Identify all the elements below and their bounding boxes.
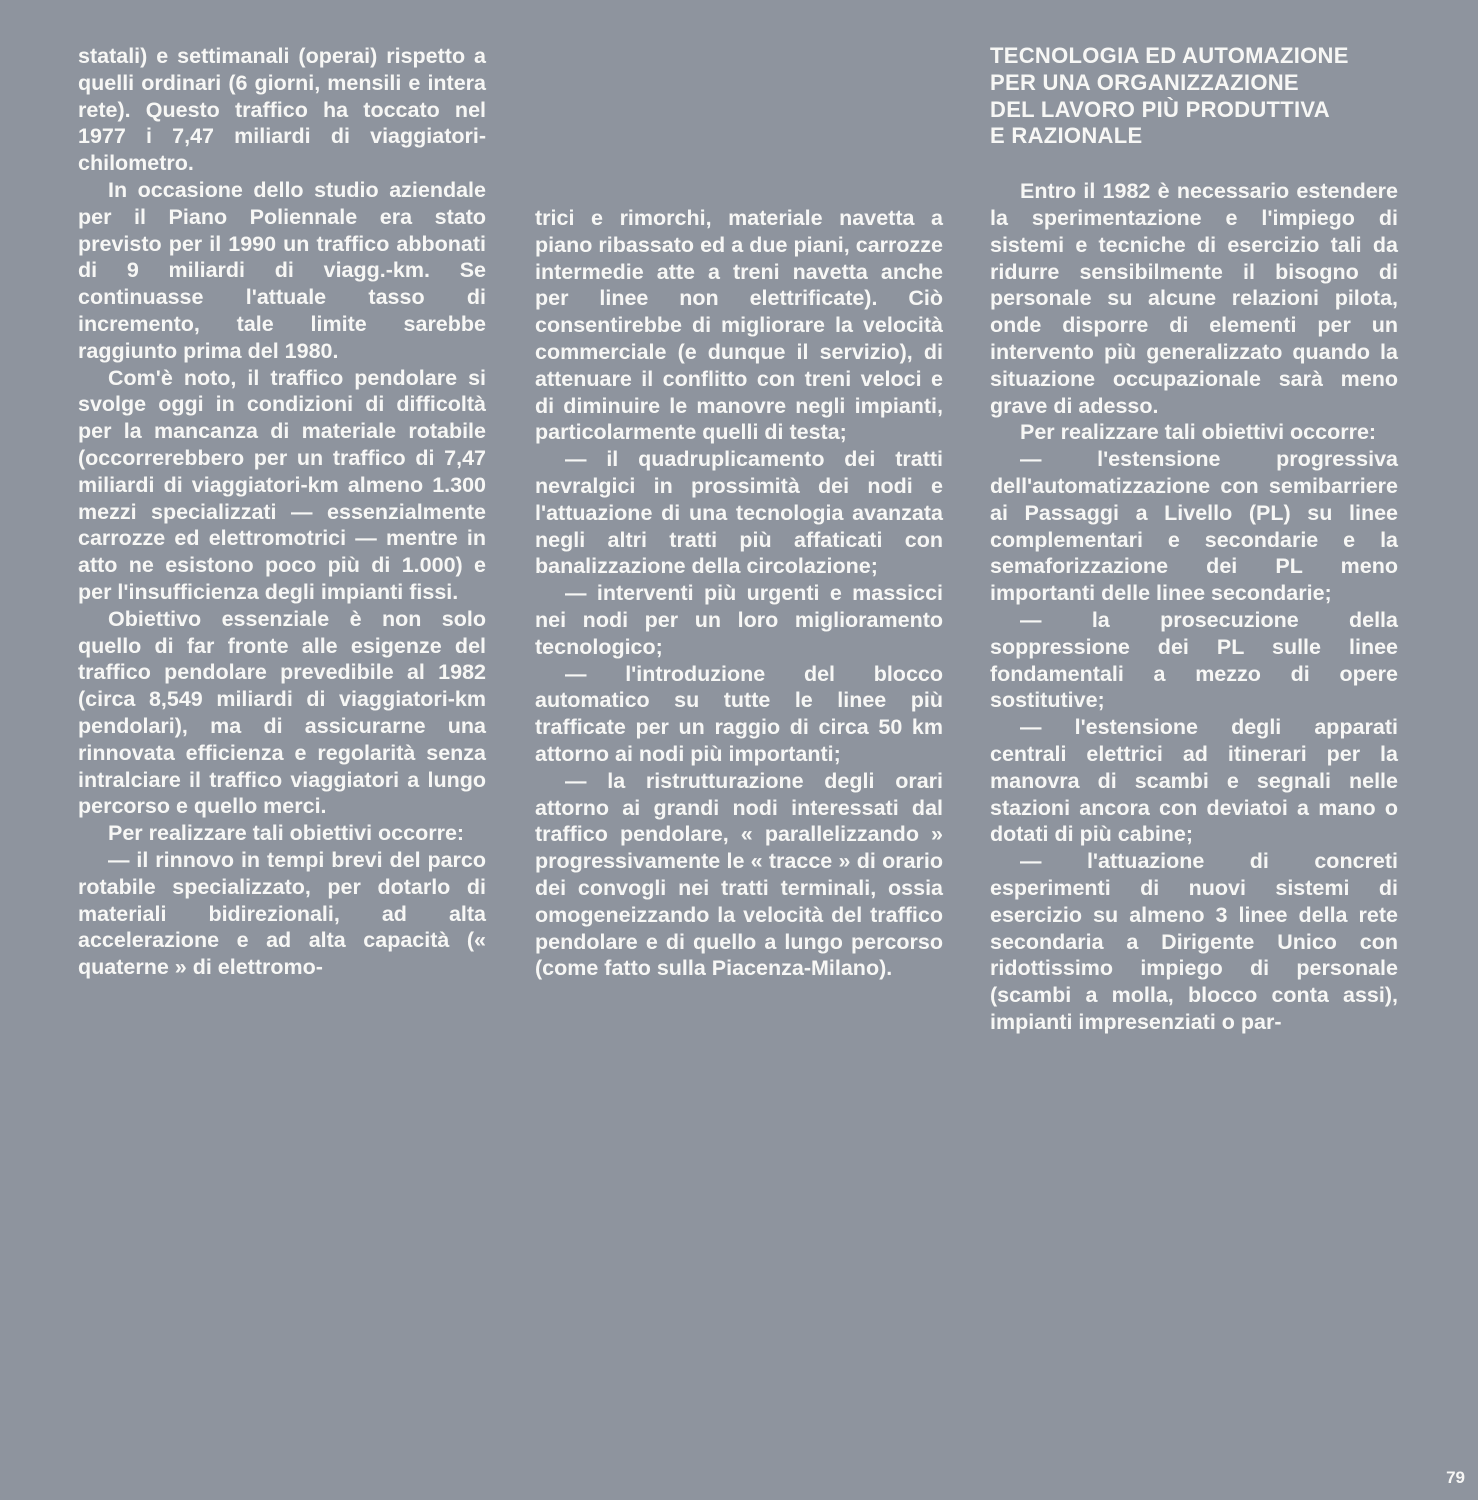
middle-paragraph: trici e rimorchi, materiale navetta a piano ribassato ed a due piani, carrozze intermedie atte a treni navetta anche per linee non elettrificate). Ciò consentirebbe di migliorare la velocità commerciale (e dunque il servizio), di attenuare il conflitto con treni veloci e di diminuire le manovre negli impianti, particolarmente quelli di testa; bbox=[535, 206, 943, 445]
left-paragraph: — il rinnovo in tempi brevi del parco rotabile specializzato, per dotarlo di materiali bidirezionali, ad alta accelerazione e ad alta capacità (« quaterne » di elettromo- bbox=[78, 847, 486, 980]
middle-paragraph: — la ristrutturazione degli orari attorno ai grandi nodi interessati dal traffico pendolare, « parallelizzando » progressivamente le « tracce » di orario dei convogli nei tratti terminali, ossia omogeneizzando la velocità del traffico pendolare e di quello a lungo percorso (come fatto sulla Piacenza-Milano). bbox=[535, 768, 943, 981]
right-paragraph: Per realizzare tali obiettivi occorre: bbox=[1020, 420, 1377, 445]
left-column bbox=[78, 43, 486, 981]
right-column bbox=[990, 43, 1398, 1036]
right-paragraph: Entro il 1982 è necessario estendere la sperimentazione e l'impiego di sistemi e tecniche di esercizio tali da ridurre sensibilmente il bisogno di personale su alcune relazioni pilota, onde disporre di elementi per un intervento più generalizzato quando la situazione occupazionale sarà meno grave di adesso. bbox=[990, 179, 1398, 418]
heading-line: TECNOLOGIA ED AUTOMAZIONE bbox=[990, 43, 1349, 68]
left-paragraph: Com'è noto, il traffico pendolare si svolge oggi in condizioni di difficoltà per la mancanza di materiale rotabile (occorrerebbero per un traffico di 7,47 miliardi di viaggiatori-km almeno 1.300 mezzi specializzati — essenzialmente carrozze ed elettromotrici — mentre in atto ne esistono poco più di 1.000) e per l'insufficienza degli impianti fissi. bbox=[78, 365, 486, 604]
middle-paragraph: — il quadruplicamento dei tratti nevralgici in prossimità dei nodi e l'attuazione di una tecnologia avanzata negli altri tratti più affaticati con banalizzazione della circolazione; bbox=[535, 447, 943, 579]
heading-line: PER UNA ORGANIZZAZIONE bbox=[990, 69, 1299, 95]
page-number: 79 bbox=[1446, 1468, 1465, 1487]
middle-paragraph: — l'introduzione del blocco automatico su tutte le linee più trafficate per un raggio di circa 50 km attorno ai nodi più importanti; bbox=[535, 661, 943, 766]
left-paragraph: Obiettivo essenziale è non solo quello di far fronte alle esigenze del traffico pendolare prevedibile al 1982 (circa 8,549 miliardi di viaggiatori-km pendolari), ma di assicurarne una rinnovata efficienza e regolarità senza intralciare il traffico viaggiatori a lungo percorso e quello merci. bbox=[78, 606, 486, 819]
left-paragraph: In occasione dello studio aziendale per il Piano Poliennale era stato previsto per il 1990 un traffico abbonati di 9 miliardi di viagg.-km. Se continuasse l'attuale tasso di incremento, tale limite sarebbe raggiunto prima del 1980. bbox=[78, 177, 486, 363]
heading-line: E RAZIONALE bbox=[990, 123, 1143, 149]
right-paragraph: — la prosecuzione della soppressione dei PL sulle linee fondamentali a mezzo di opere sostitutive; bbox=[990, 607, 1398, 713]
section-heading bbox=[990, 43, 1398, 150]
right-paragraph: — l'estensione degli apparati centrali elettrici ad itinerari per la manovra di scambi e segnali nelle stazioni ancora con deviatoi a mano o dotati di più cabine; bbox=[990, 715, 1398, 847]
left-paragraph: Per realizzare tali obiettivi occorre: bbox=[108, 821, 465, 846]
heading-line: DEL LAVORO PIÙ PRODUTTIVA bbox=[990, 96, 1330, 122]
middle-column bbox=[535, 205, 943, 982]
left-paragraph: statali) e settimanali (operai) rispetto a quelli ordinari (6 giorni, mensili e intera rete). Questo traffico ha toccato nel 1977 i 7,47 miliardi di viaggiatori-chilometro. bbox=[78, 44, 486, 176]
right-paragraph: — l'estensione progressiva dell'automatizzazione con semibarriere ai Passaggi a Livello (PL) su linee complementari e secondarie e la semaforizzazione dei PL meno importanti delle linee secondarie; bbox=[990, 447, 1398, 606]
right-paragraph: — l'attuazione di concreti esperimenti di nuovi sistemi di esercizio su almeno 3 linee della rete secondaria a Dirigente Unico con ridottissimo impiego di personale (scambi a molla, blocco conta assi), impianti impresenziati o par- bbox=[990, 849, 1398, 1034]
middle-paragraph: — interventi più urgenti e massicci nei nodi per un loro miglioramento tecnologico; bbox=[535, 581, 943, 659]
